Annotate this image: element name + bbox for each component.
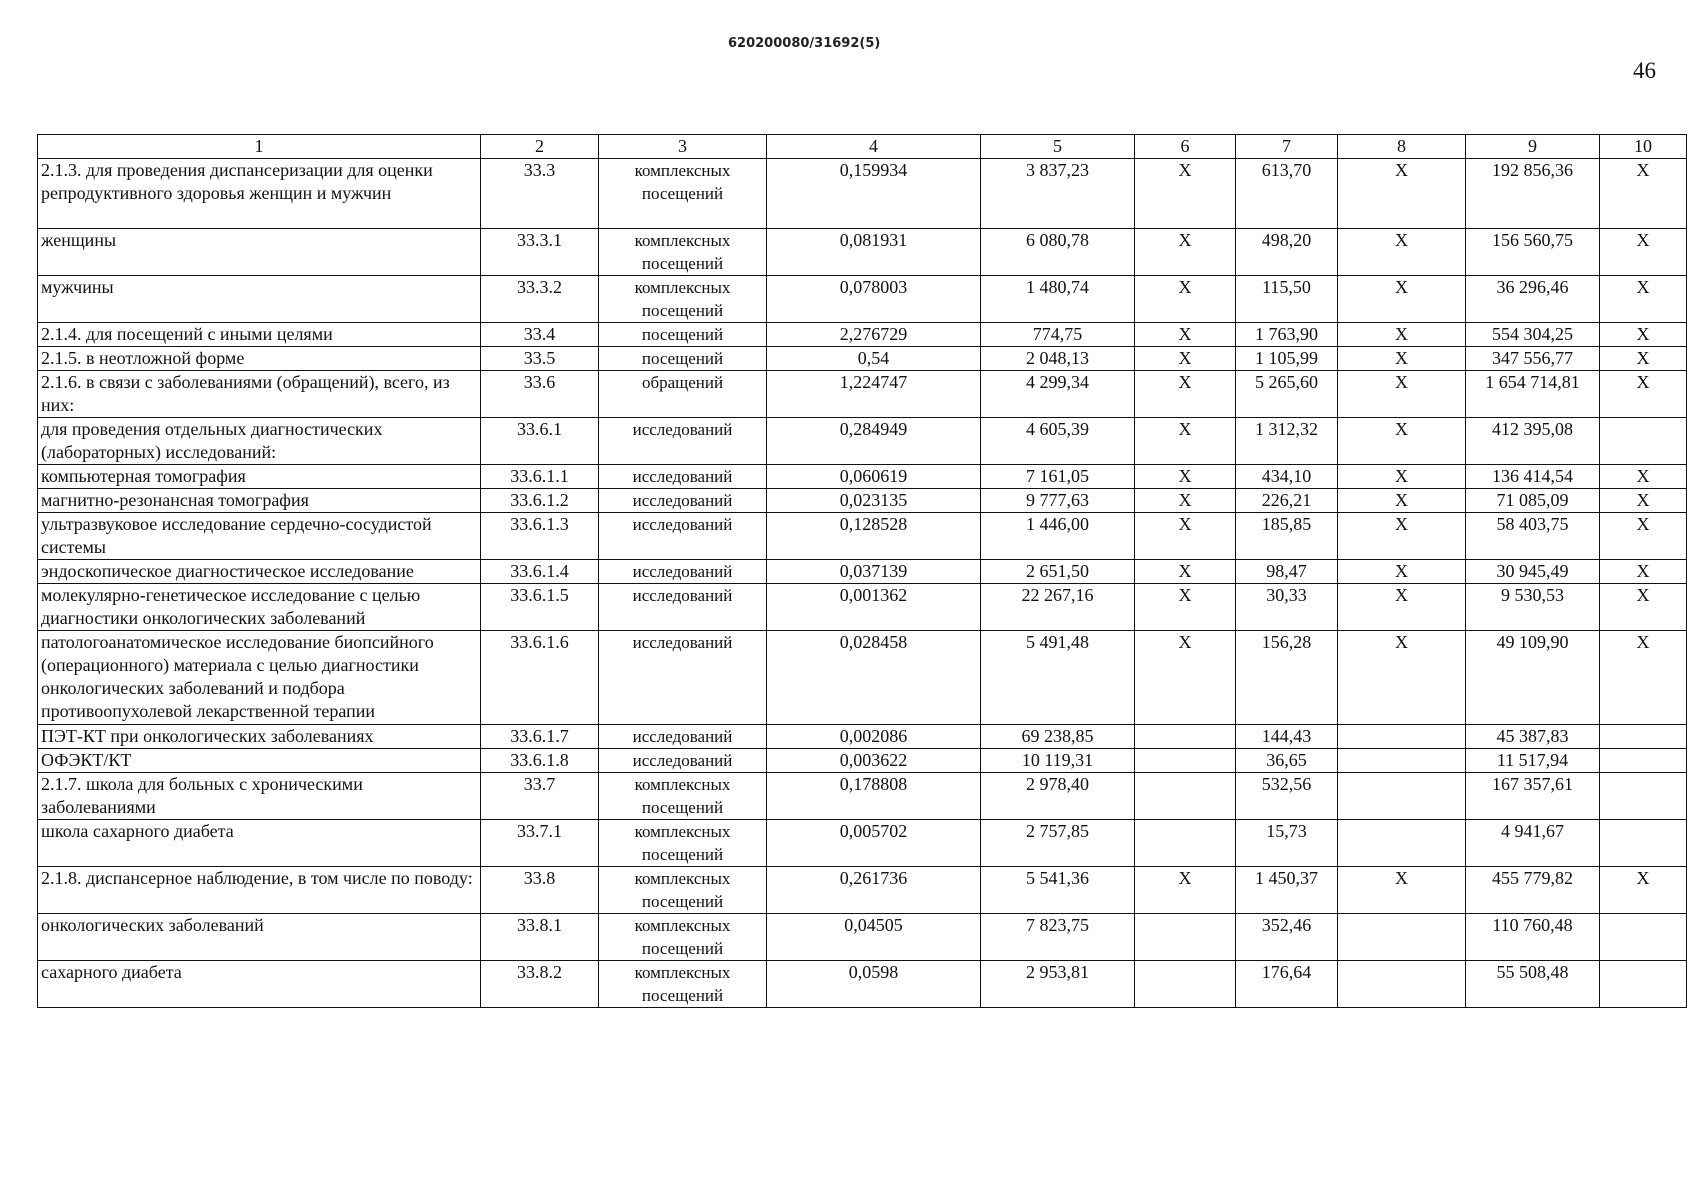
table-cell: исследований xyxy=(599,513,767,560)
table-cell xyxy=(1338,749,1466,773)
table-cell xyxy=(1338,773,1466,820)
table-cell: 185,85 xyxy=(1236,513,1338,560)
table-cell: 2,276729 xyxy=(767,323,981,347)
table-cell: комплексных посещений xyxy=(599,914,767,961)
column-header: 8 xyxy=(1338,135,1466,159)
table-cell: X xyxy=(1338,229,1466,276)
table-cell: 110 760,48 xyxy=(1466,914,1600,961)
table-cell: X xyxy=(1600,347,1687,371)
table-cell: X xyxy=(1338,418,1466,465)
table-cell xyxy=(1338,820,1466,867)
table-cell: 30,33 xyxy=(1236,584,1338,631)
table-row xyxy=(38,725,1687,749)
table-cell: 0,159934 xyxy=(767,159,981,229)
table-cell: 1 312,32 xyxy=(1236,418,1338,465)
table-cell xyxy=(1338,914,1466,961)
table-row xyxy=(38,584,1687,631)
table-cell: исследований xyxy=(599,631,767,725)
table-cell: школа сахарного диабета xyxy=(38,820,481,867)
table-cell xyxy=(1135,749,1236,773)
table-cell: X xyxy=(1135,631,1236,725)
table-cell: мужчины xyxy=(38,276,481,323)
table-cell: 7 823,75 xyxy=(981,914,1135,961)
table-cell: X xyxy=(1338,513,1466,560)
table-cell: ПЭТ-КТ при онкологических заболеваниях xyxy=(38,725,481,749)
table-cell: 0,0598 xyxy=(767,961,981,1008)
table-cell: 33.7 xyxy=(481,773,599,820)
table-cell: сахарного диабета xyxy=(38,961,481,1008)
table-cell: X xyxy=(1600,631,1687,725)
table-cell: 0,023135 xyxy=(767,489,981,513)
table-cell: 5 491,48 xyxy=(981,631,1135,725)
table-cell: X xyxy=(1338,276,1466,323)
table-cell: X xyxy=(1600,159,1687,229)
table-cell: 554 304,25 xyxy=(1466,323,1600,347)
table-cell: 2.1.5. в неотложной форме xyxy=(38,347,481,371)
table-row xyxy=(38,159,1687,229)
table-cell: 2 048,13 xyxy=(981,347,1135,371)
table-cell: исследований xyxy=(599,418,767,465)
table-cell: исследований xyxy=(599,465,767,489)
table-cell: 0,261736 xyxy=(767,867,981,914)
table-cell: 33.3.1 xyxy=(481,229,599,276)
table-cell: 71 085,09 xyxy=(1466,489,1600,513)
table-cell: 4 941,67 xyxy=(1466,820,1600,867)
table-cell: 0,005702 xyxy=(767,820,981,867)
table-cell: 156,28 xyxy=(1236,631,1338,725)
table-cell: X xyxy=(1338,371,1466,418)
table-cell: 36 296,46 xyxy=(1466,276,1600,323)
table-cell: 55 508,48 xyxy=(1466,961,1600,1008)
table-cell: 7 161,05 xyxy=(981,465,1135,489)
table-cell: 0,001362 xyxy=(767,584,981,631)
table-cell: 33.6.1.5 xyxy=(481,584,599,631)
table-cell: 176,64 xyxy=(1236,961,1338,1008)
table-cell: X xyxy=(1135,465,1236,489)
table-cell: онкологических заболеваний xyxy=(38,914,481,961)
table-cell: посещений xyxy=(599,323,767,347)
table-cell: 33.6.1 xyxy=(481,418,599,465)
table-cell xyxy=(1600,773,1687,820)
column-header: 1 xyxy=(38,135,481,159)
table-cell: женщины xyxy=(38,229,481,276)
table-cell: 4 299,34 xyxy=(981,371,1135,418)
table-cell: 613,70 xyxy=(1236,159,1338,229)
table-cell xyxy=(1135,914,1236,961)
table-cell: 33.4 xyxy=(481,323,599,347)
table-cell: 33.6.1.8 xyxy=(481,749,599,773)
table-cell: 5 265,60 xyxy=(1236,371,1338,418)
table-cell: 0,128528 xyxy=(767,513,981,560)
page-number: 46 xyxy=(1633,58,1656,83)
table-cell: обращений xyxy=(599,371,767,418)
table-cell: 33.8.1 xyxy=(481,914,599,961)
table-cell: 9 777,63 xyxy=(981,489,1135,513)
table-cell: 22 267,16 xyxy=(981,584,1135,631)
table-row xyxy=(38,418,1687,465)
table-cell: X xyxy=(1338,867,1466,914)
table-cell: X xyxy=(1135,560,1236,584)
table-cell xyxy=(1600,820,1687,867)
table-row xyxy=(38,229,1687,276)
table-cell: 3 837,23 xyxy=(981,159,1135,229)
column-header: 10 xyxy=(1600,135,1687,159)
table-cell: 33.8.2 xyxy=(481,961,599,1008)
table-cell: магнитно-резонансная томография xyxy=(38,489,481,513)
table-cell: X xyxy=(1135,371,1236,418)
table-cell: 0,002086 xyxy=(767,725,981,749)
table-header-row xyxy=(38,135,1687,159)
table-cell: 49 109,90 xyxy=(1466,631,1600,725)
table-cell: 15,73 xyxy=(1236,820,1338,867)
table-cell: 33.6.1.6 xyxy=(481,631,599,725)
table-cell: 0,028458 xyxy=(767,631,981,725)
table-cell: 1 480,74 xyxy=(981,276,1135,323)
table-row xyxy=(38,961,1687,1008)
table-cell: 1 654 714,81 xyxy=(1466,371,1600,418)
table-cell: компьютерная томография xyxy=(38,465,481,489)
table-cell: комплексных посещений xyxy=(599,159,767,229)
table-cell xyxy=(1135,961,1236,1008)
table-cell: 30 945,49 xyxy=(1466,560,1600,584)
table-cell: 2.1.6. в связи с заболеваниями (обращений), всего, из них: xyxy=(38,371,481,418)
table-cell: 167 357,61 xyxy=(1466,773,1600,820)
table-cell: 6 080,78 xyxy=(981,229,1135,276)
column-header: 5 xyxy=(981,135,1135,159)
table-cell: ультразвуковое исследование сердечно-сосудистой системы xyxy=(38,513,481,560)
table-cell: X xyxy=(1600,229,1687,276)
table-cell: X xyxy=(1338,323,1466,347)
table-cell: эндоскопическое диагностическое исследование xyxy=(38,560,481,584)
table-cell: 33.6.1.1 xyxy=(481,465,599,489)
table-cell: 9 530,53 xyxy=(1466,584,1600,631)
table-cell: исследований xyxy=(599,749,767,773)
table-cell: X xyxy=(1338,489,1466,513)
table-cell: 115,50 xyxy=(1236,276,1338,323)
table-cell: X xyxy=(1135,323,1236,347)
table-cell xyxy=(1135,725,1236,749)
table-cell: 455 779,82 xyxy=(1466,867,1600,914)
table-cell: 36,65 xyxy=(1236,749,1338,773)
table-cell xyxy=(1600,914,1687,961)
table-cell xyxy=(1600,418,1687,465)
table-cell: 0,54 xyxy=(767,347,981,371)
table-cell: X xyxy=(1135,513,1236,560)
table-cell: 33.3 xyxy=(481,159,599,229)
table-cell: 33.6.1.2 xyxy=(481,489,599,513)
table-cell: X xyxy=(1600,371,1687,418)
table-cell: 434,10 xyxy=(1236,465,1338,489)
table-row xyxy=(38,631,1687,725)
table-cell: X xyxy=(1600,489,1687,513)
table-cell: комплексных посещений xyxy=(599,276,767,323)
table-cell: 11 517,94 xyxy=(1466,749,1600,773)
column-header: 3 xyxy=(599,135,767,159)
table-cell: X xyxy=(1338,584,1466,631)
table-cell: 1 446,00 xyxy=(981,513,1135,560)
document-code: 620200080/31692(5) xyxy=(728,36,881,51)
table-row xyxy=(38,773,1687,820)
table-cell: комплексных посещений xyxy=(599,229,767,276)
table-row xyxy=(38,489,1687,513)
table-cell: 532,56 xyxy=(1236,773,1338,820)
table-cell: X xyxy=(1135,489,1236,513)
table-cell: комплексных посещений xyxy=(599,820,767,867)
table-row xyxy=(38,513,1687,560)
table-cell: 5 541,36 xyxy=(981,867,1135,914)
table-cell: X xyxy=(1600,465,1687,489)
column-header: 4 xyxy=(767,135,981,159)
table-cell: 0,078003 xyxy=(767,276,981,323)
table-cell xyxy=(1600,961,1687,1008)
table-cell: посещений xyxy=(599,347,767,371)
table-cell: исследований xyxy=(599,725,767,749)
table-cell: X xyxy=(1338,631,1466,725)
table-cell: 144,43 xyxy=(1236,725,1338,749)
table-cell: 2.1.3. для проведения диспансеризации для оценки репродуктивного здоровья женщин и мужчин xyxy=(38,159,481,229)
table-row xyxy=(38,749,1687,773)
table-cell: 58 403,75 xyxy=(1466,513,1600,560)
table-row xyxy=(38,560,1687,584)
table-cell: 0,003622 xyxy=(767,749,981,773)
table-row xyxy=(38,465,1687,489)
column-header: 6 xyxy=(1135,135,1236,159)
table-cell: 2.1.7. школа для больных с хроническими заболеваниями xyxy=(38,773,481,820)
table-cell: 156 560,75 xyxy=(1466,229,1600,276)
table-cell: 2.1.4. для посещений с иными целями xyxy=(38,323,481,347)
table-cell: 352,46 xyxy=(1236,914,1338,961)
table-cell xyxy=(1338,725,1466,749)
table-row xyxy=(38,914,1687,961)
table-cell: 0,178808 xyxy=(767,773,981,820)
table-cell: 2 953,81 xyxy=(981,961,1135,1008)
table-cell: 412 395,08 xyxy=(1466,418,1600,465)
table-cell: патологоанатомическое исследование биопсийного (операционного) материала с целью диагностики онкологических заболеваний и подбора противоопухолевой лекарственной терапии xyxy=(38,631,481,725)
table-cell: 2.1.8. диспансерное наблюдение, в том числе по поводу: xyxy=(38,867,481,914)
table-cell: исследований xyxy=(599,584,767,631)
table-cell xyxy=(1135,820,1236,867)
table-cell: для проведения отдельных диагностических (лабораторных) исследований: xyxy=(38,418,481,465)
table-cell: исследований xyxy=(599,489,767,513)
table-cell: 0,284949 xyxy=(767,418,981,465)
table-cell: 1 450,37 xyxy=(1236,867,1338,914)
table-cell: 33.5 xyxy=(481,347,599,371)
table-cell: X xyxy=(1135,276,1236,323)
table-cell: 226,21 xyxy=(1236,489,1338,513)
data-table xyxy=(37,134,1687,1008)
table-cell: X xyxy=(1135,418,1236,465)
table-cell xyxy=(1600,725,1687,749)
table-row xyxy=(38,371,1687,418)
table-cell: X xyxy=(1600,584,1687,631)
table-cell: 4 605,39 xyxy=(981,418,1135,465)
table-cell: 774,75 xyxy=(981,323,1135,347)
column-header: 2 xyxy=(481,135,599,159)
table-cell: 1,224747 xyxy=(767,371,981,418)
table-cell: 2 651,50 xyxy=(981,560,1135,584)
table-cell xyxy=(1600,749,1687,773)
table-cell: X xyxy=(1600,323,1687,347)
table-row xyxy=(38,323,1687,347)
table-cell: 2 757,85 xyxy=(981,820,1135,867)
table-cell: 0,04505 xyxy=(767,914,981,961)
table-cell: 33.6.1.3 xyxy=(481,513,599,560)
table-cell: 1 105,99 xyxy=(1236,347,1338,371)
table-cell: 498,20 xyxy=(1236,229,1338,276)
table-cell: 10 119,31 xyxy=(981,749,1135,773)
table-row xyxy=(38,867,1687,914)
table-cell xyxy=(1338,961,1466,1008)
table-cell: X xyxy=(1135,347,1236,371)
table-cell: 1 763,90 xyxy=(1236,323,1338,347)
column-header: 9 xyxy=(1466,135,1600,159)
table-cell: ОФЭКТ/КТ xyxy=(38,749,481,773)
table-cell: 33.6 xyxy=(481,371,599,418)
table-cell: комплексных посещений xyxy=(599,773,767,820)
table-cell: 0,037139 xyxy=(767,560,981,584)
table-cell: исследований xyxy=(599,560,767,584)
table-cell: 69 238,85 xyxy=(981,725,1135,749)
table-cell: комплексных посещений xyxy=(599,867,767,914)
table-cell: X xyxy=(1135,584,1236,631)
table-cell: X xyxy=(1600,276,1687,323)
column-header: 7 xyxy=(1236,135,1338,159)
table-cell: 33.7.1 xyxy=(481,820,599,867)
table-cell: X xyxy=(1338,347,1466,371)
table-cell: комплексных посещений xyxy=(599,961,767,1008)
table-cell: X xyxy=(1338,465,1466,489)
table-cell: 192 856,36 xyxy=(1466,159,1600,229)
table-cell: 33.6.1.7 xyxy=(481,725,599,749)
table-cell: 0,081931 xyxy=(767,229,981,276)
table-cell: X xyxy=(1338,159,1466,229)
table-cell: X xyxy=(1135,229,1236,276)
table-cell: 136 414,54 xyxy=(1466,465,1600,489)
table-cell: X xyxy=(1338,560,1466,584)
table-row xyxy=(38,276,1687,323)
table-cell: 98,47 xyxy=(1236,560,1338,584)
table-cell: 33.8 xyxy=(481,867,599,914)
table-cell: молекулярно-генетическое исследование с целью диагностики онкологических заболеваний xyxy=(38,584,481,631)
table-cell: X xyxy=(1135,159,1236,229)
table-cell: X xyxy=(1600,560,1687,584)
table-cell: X xyxy=(1600,867,1687,914)
table-cell: 347 556,77 xyxy=(1466,347,1600,371)
table-cell: 33.3.2 xyxy=(481,276,599,323)
table-cell: 45 387,83 xyxy=(1466,725,1600,749)
table-row xyxy=(38,820,1687,867)
table-cell: X xyxy=(1600,513,1687,560)
table-cell xyxy=(1135,773,1236,820)
table-cell: 2 978,40 xyxy=(981,773,1135,820)
table-cell: X xyxy=(1135,867,1236,914)
table-row xyxy=(38,347,1687,371)
table-cell: 33.6.1.4 xyxy=(481,560,599,584)
table-cell: 0,060619 xyxy=(767,465,981,489)
